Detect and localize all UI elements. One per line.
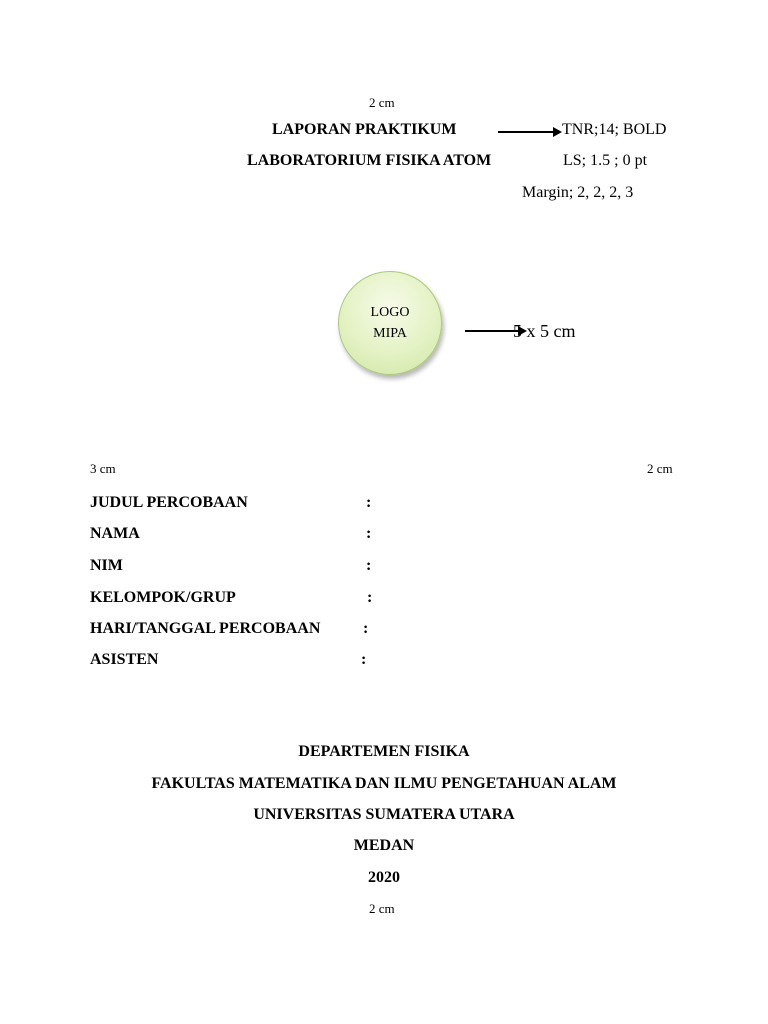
footer-university: UNIVERSITAS SUMATERA UTARA	[253, 806, 515, 823]
logo-text-line2: MIPA	[373, 326, 407, 341]
logo-size-note: 5 x 5 cm	[513, 321, 576, 341]
field-colon-nim: :	[366, 557, 372, 574]
left-margin-label: 3 cm	[90, 461, 116, 476]
field-colon-hari-tanggal: :	[363, 620, 369, 637]
logo-text-line1: LOGO	[370, 305, 410, 320]
field-label-kelompok: KELOMPOK/GRUP	[90, 589, 236, 606]
spacing-note: LS; 1.5 ; 0 pt	[563, 152, 648, 169]
field-label-hari-tanggal: HARI/TANGGAL PERCOBAAN	[90, 620, 321, 637]
font-note: TNR;14; BOLD	[562, 121, 667, 138]
field-colon-kelompok: :	[367, 589, 373, 606]
field-label-nim: NIM	[90, 557, 123, 574]
field-label-asisten: ASISTEN	[90, 651, 159, 668]
footer-department: DEPARTEMEN FISIKA	[298, 743, 470, 760]
bottom-margin-label: 2 cm	[369, 901, 395, 916]
top-margin-label: 2 cm	[369, 95, 395, 110]
logo-placeholder	[338, 271, 442, 375]
margin-note: Margin; 2, 2, 2, 3	[522, 184, 634, 201]
lab-title: LABORATORIUM FISIKA ATOM	[247, 152, 492, 169]
field-colon-asisten: :	[361, 651, 367, 668]
field-colon-nama: :	[366, 525, 372, 542]
field-label-nama: NAMA	[90, 525, 140, 542]
footer-faculty: FAKULTAS MATEMATIKA DAN ILMU PENGETAHUAN ALAM	[151, 775, 617, 792]
font-note-arrow	[498, 131, 560, 133]
field-colon-judul: :	[366, 494, 372, 511]
footer-city: MEDAN	[353, 837, 415, 854]
right-margin-label: 2 cm	[647, 461, 673, 476]
field-label-judul: JUDUL PERCOBAAN	[90, 494, 248, 511]
footer-year: 2020	[368, 869, 400, 886]
report-title: LAPORAN PRAKTIKUM	[272, 121, 457, 138]
